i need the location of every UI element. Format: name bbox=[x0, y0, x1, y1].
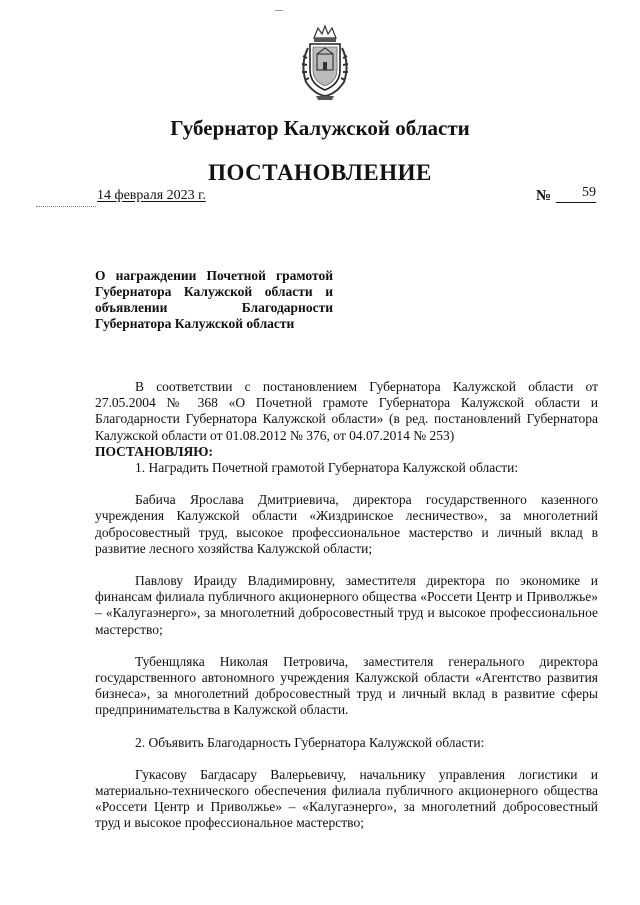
document-date: 14 февраля 2023 г. bbox=[97, 188, 206, 203]
document-body bbox=[95, 379, 598, 832]
award-paragraph-1: Бабича Ярослава Дмитриевича, директора государственного казенного учреждения Калужской области «Жиздринское лесничество», за многолетний добросовестный труд, высокое профессиональное мастерство и личный вклад в развитие лесного хозяйства Калужской области; bbox=[95, 492, 598, 556]
item-2-paragraph: 2. Объявить Благодарность Губернатора Калужской области: bbox=[135, 734, 485, 750]
item-1-paragraph: 1. Наградить Почетной грамотой Губернатора Калужской области: bbox=[135, 460, 519, 476]
award-paragraph-3: Тубенщляка Николая Петровича, заместителя генерального директора государственного автономного учреждения Калужской области «Агентство развития бизнеса», за многолетний добросовестный труд и личный вклад в развитие сферы предпринимательства в Калужской области. bbox=[95, 653, 598, 718]
document-subject: О награждении Почетной грамотой Губернатора Калужской области и объявлении Благодарности Губернатора Калужской области bbox=[95, 268, 333, 331]
preamble-paragraph: В соответствии с постановлением Губернатора Калужской области от 27.05.2004 № 368 «О Почетной грамоте Губернатора Калужской области и Благодарности Губернатора Калужской области» (в ред. постановлений Губернатора Калужской области от 01.08.2012 № 376, от 04.07.2014 № 253) bbox=[95, 379, 598, 443]
number-label: № bbox=[536, 188, 552, 204]
date-leader-line bbox=[36, 206, 96, 207]
document-type-title: ПОСТАНОВЛЕНИЕ bbox=[208, 160, 432, 185]
issuing-authority: Губернатор Калужской области bbox=[170, 116, 470, 140]
thanks-paragraph-1: Гукасову Багдасару Валерьевичу, начальнику управления логистики и материально-технического обеспечения филиала публичного акционерного общества «Россети Центр и Приволжье» – «Калугаэнерго», за многолетний добросовестный труд и высокое профессиональное мастерство; bbox=[95, 766, 598, 831]
award-paragraph-2: Павлову Ираиду Владимировну, заместителя директора по экономике и финансам филиала публичного акционерного общества «Россети Центр и Приволжье» – «Калугаэнерго», за многолетний добросовестный труд и высокое профессиональное мастерство; bbox=[95, 573, 598, 637]
decree-heading: ПОСТАНОВЛЯЮ: bbox=[95, 443, 213, 459]
document-number: 59 bbox=[556, 185, 596, 203]
coat-of-arms-icon bbox=[296, 24, 354, 102]
scan-mark bbox=[275, 10, 283, 11]
